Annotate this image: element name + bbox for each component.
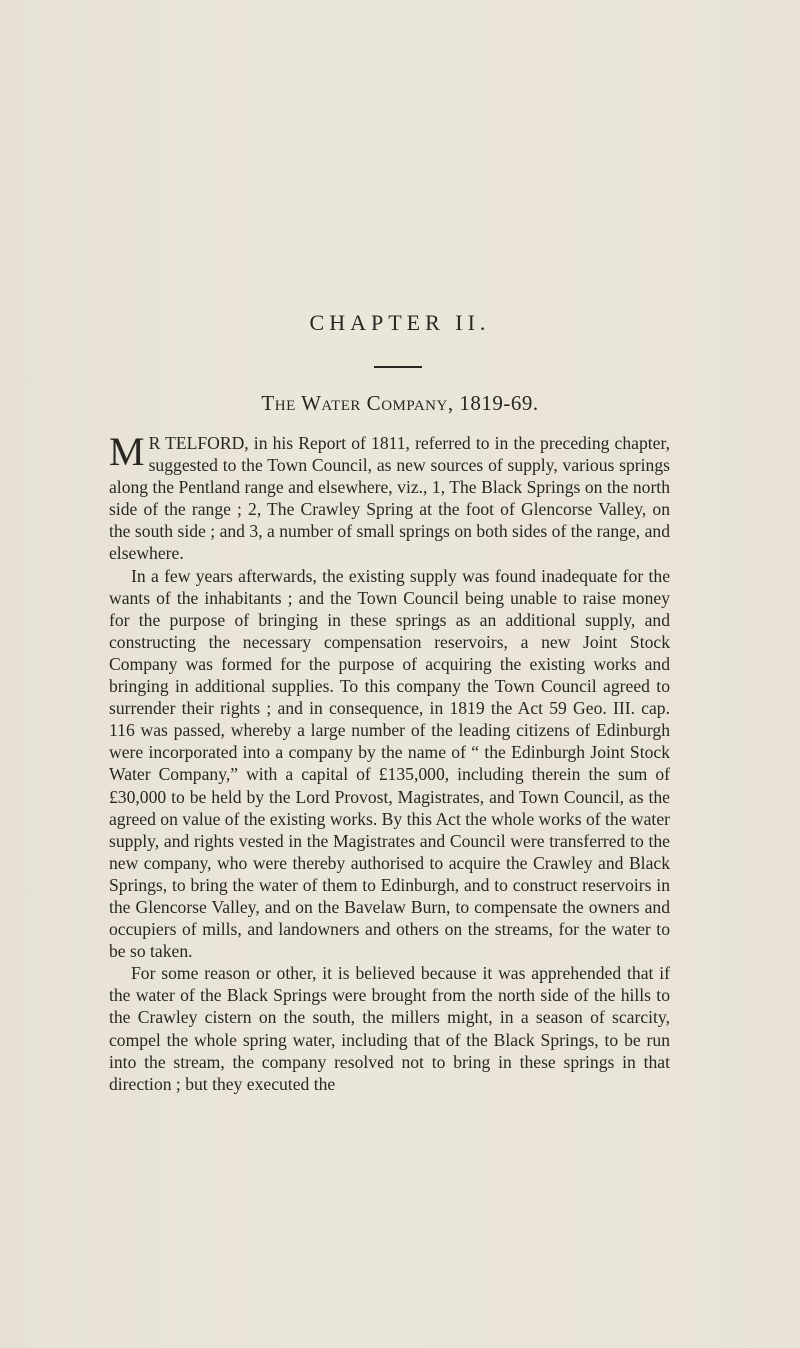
- heading-rule: [374, 366, 422, 368]
- paragraph-1-text: in his Report of 1811, referred to in the preceding chapter, suggested to the Town Council, as new sources of supply, various springs along the Pentland range and elsewhere, viz., 1, The Black Springs on the north side of the range ; 2, The Crawley Spring at the foot of Glencorse Valley, on the south side ; and 3, a number of small springs on both sides of the range, and elsewhere.: [109, 433, 670, 564]
- opening-words: R TELFORD,: [148, 433, 249, 453]
- drop-cap: M: [109, 429, 145, 474]
- chapter-heading: CHAPTER II.: [309, 310, 491, 335]
- paragraph-1: [109, 429, 670, 565]
- paragraph-3: For some reason or other, it is believed because it was apprehended that if the water of the Black Springs were brought from the north side of the hills to the Crawley cistern on the south, the millers might, in a season of scarcity, compel the whole spring water, including that of the Black Springs, to be run into the stream, the company resolved not to bring in these springs in that direction ; but they executed the: [109, 963, 670, 1094]
- section-title: The Water Company, 1819-69.: [261, 391, 539, 415]
- body-text: [109, 429, 670, 1095]
- paragraph-2: In a few years afterwards, the existing supply was found inadequate for the wants of the inhabitants ; and the Town Council being unable to raise money for the purpose of bringing in these springs as an additional supply, and constructing the necessary compensation reservoirs, a new Joint Stock Company was formed for the purpose of acquiring the existing works and bringing in additional supplies. To this company the Town Council agreed to surrender their rights ; and in consequence, in 1819 the Act 59 Geo. III. cap. 116 was passed, whereby a large number of the leading citizens of Edinburgh were incorporated into a company by the name of “ the Edinburgh Joint Stock Water Company,” with a capital of £135,000, including therein the sum of £30,000 to be held by the Lord Provost, Magistrates, and Town Council, as the agreed on value of the existing works. By this Act the whole works of the water supply, and rights vested in the Magistrates and Council were transferred to the new company, who were thereby authorised to acquire the Crawley and Black Springs, to bring the water of them to Edinburgh, and to construct reservoirs in the Glencorse Valley, and on the Bavelaw Burn, to compensate the owners and occupiers of mills, and landowners and others on the streams, for the water to be so taken.: [109, 565, 670, 962]
